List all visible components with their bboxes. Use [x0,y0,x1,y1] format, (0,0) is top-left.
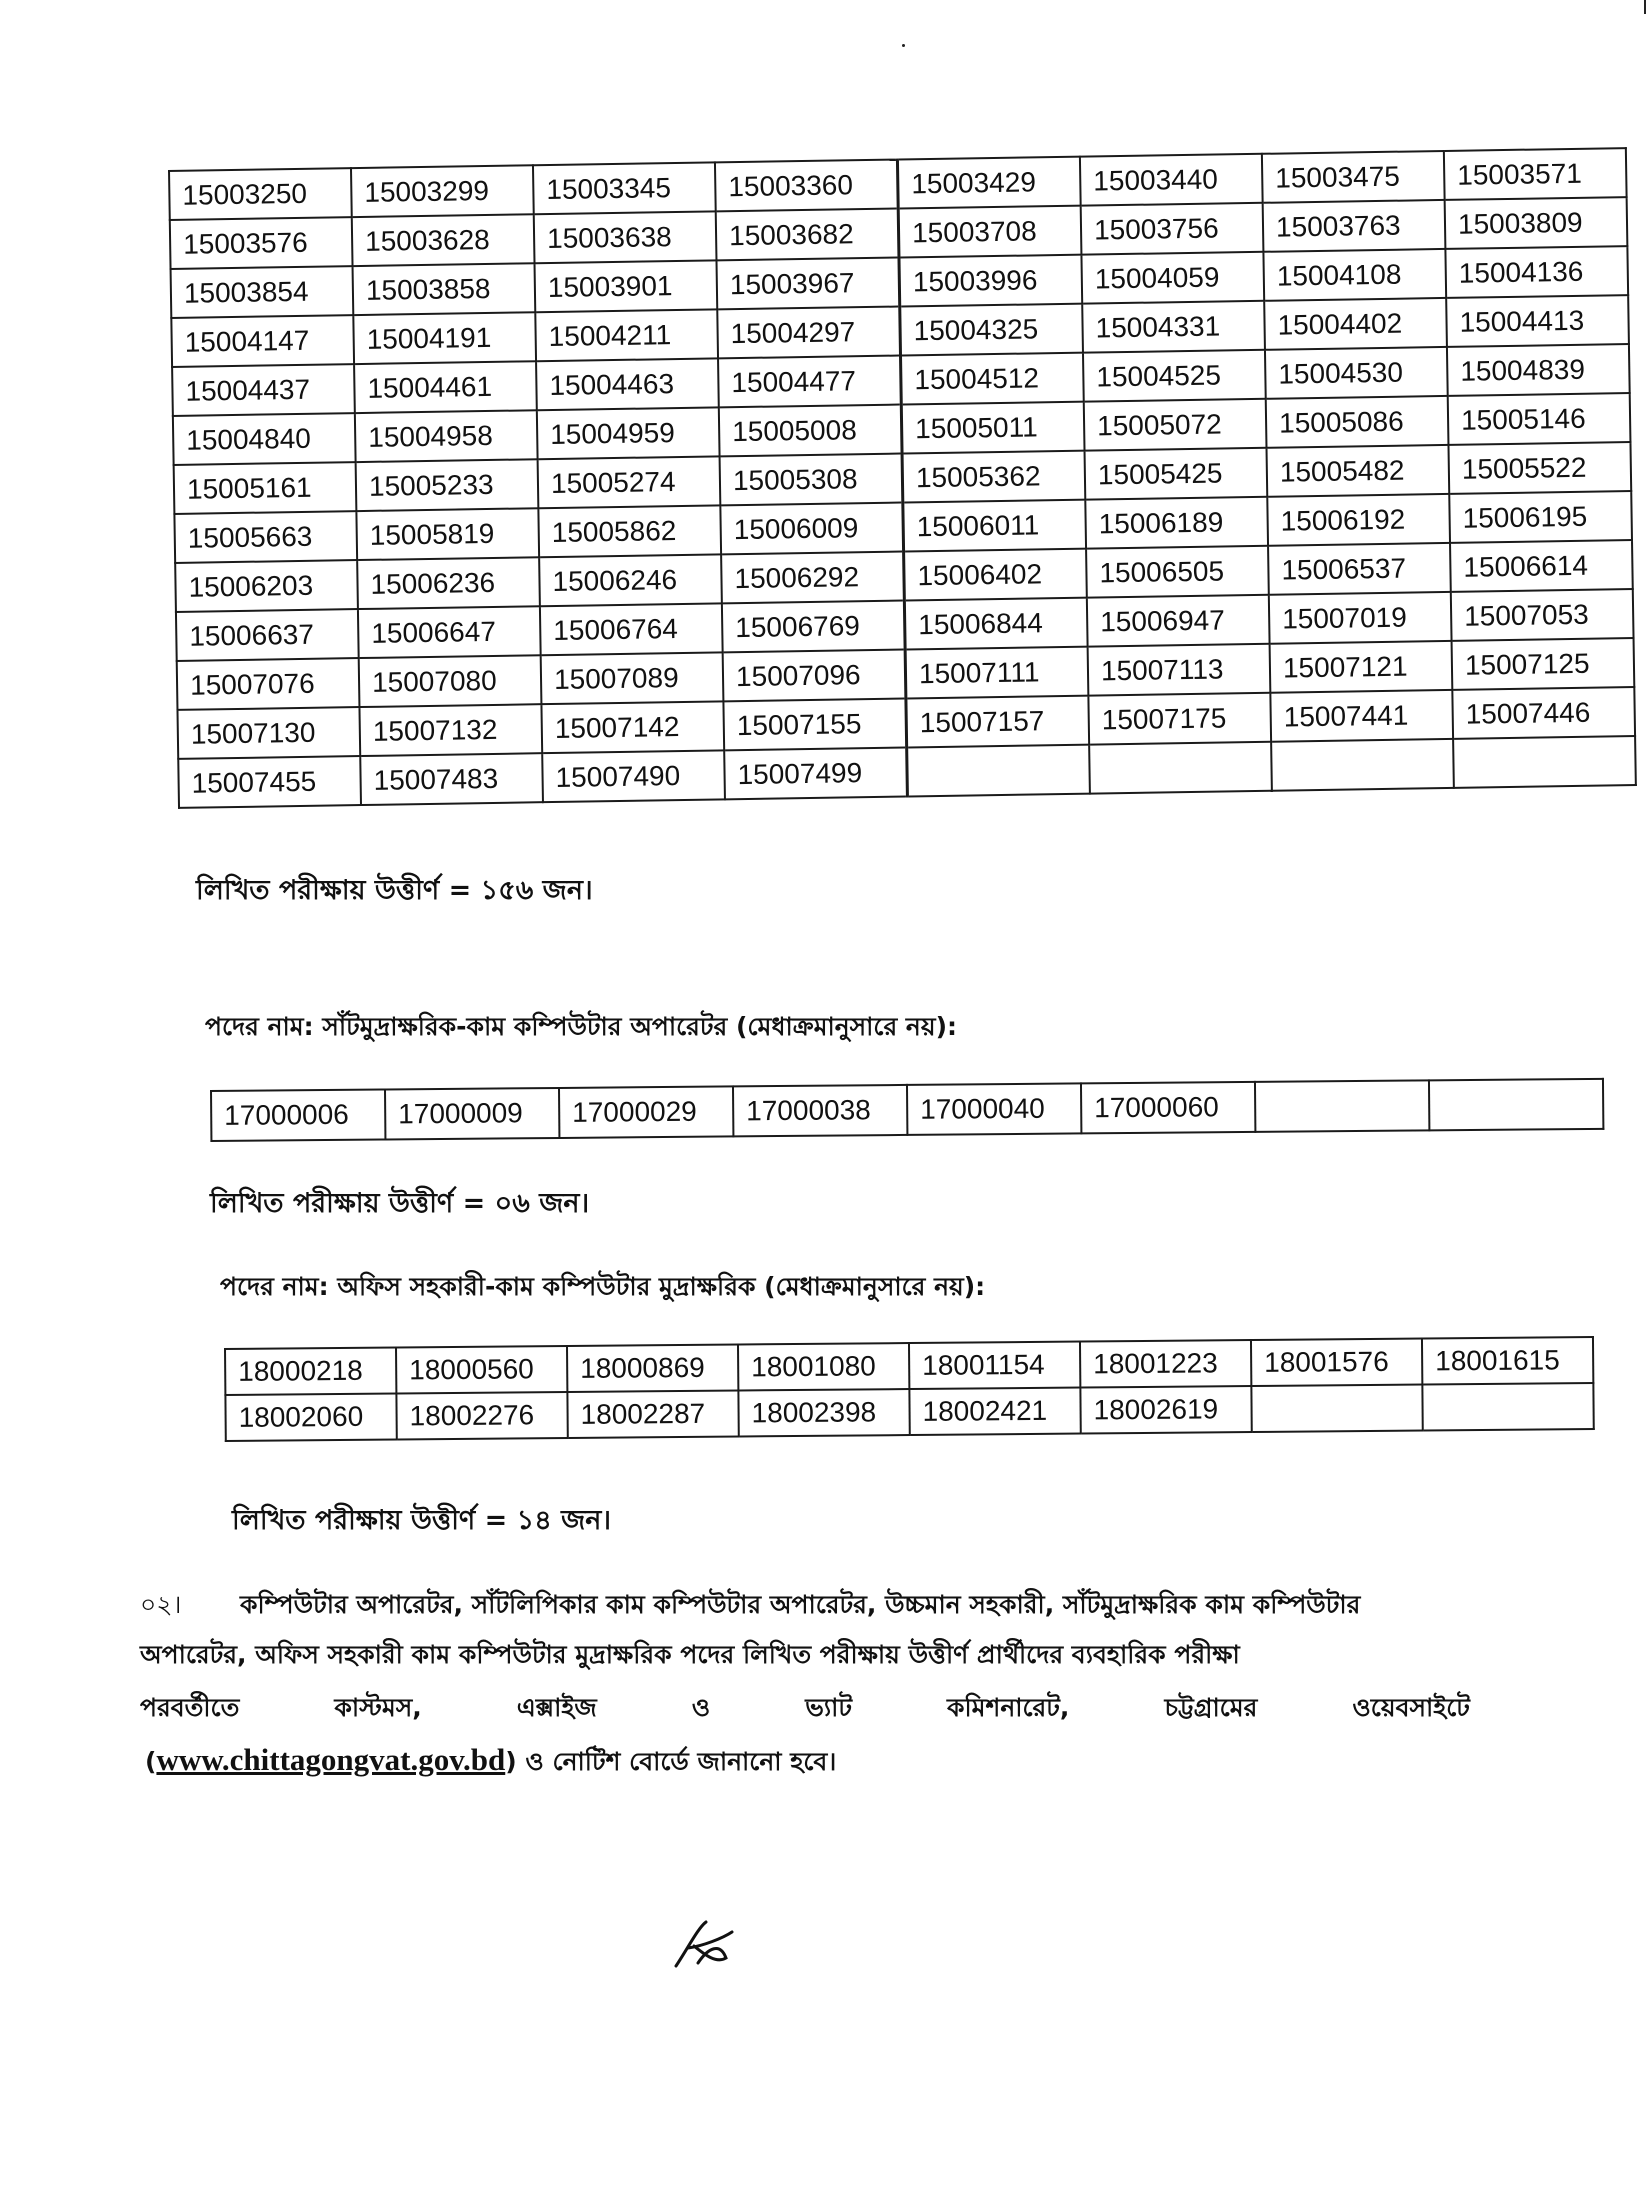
roll-number-cell: 15003708 [898,206,1081,258]
roll-number-cell: 15006236 [357,557,540,609]
signature-mark [668,1918,738,1973]
roll-number-cell: 15007019 [1269,592,1452,644]
roll-number-cell: 15003250 [169,168,352,220]
roll-number-cell: 15006769 [722,600,905,652]
roll-number-cell: 18001154 [909,1342,1080,1389]
roll-number-cell: 15003475 [1262,151,1445,203]
roll-number-cell: 15007175 [1088,693,1271,745]
roll-number-cell: 15006947 [1087,595,1270,647]
roll-number-cell: 15004477 [718,356,901,408]
roll-number-cell: 15006192 [1267,494,1450,546]
roll-number-cell: 15003571 [1444,148,1627,200]
roll-number-cell: 15007076 [177,658,360,710]
roll-number-cell: 15005146 [1448,393,1631,445]
roll-number-cell: 15006844 [904,598,1087,650]
roll-number-cell: 15005482 [1266,445,1449,497]
roll-number-cell: 15007446 [1452,687,1635,739]
roll-number-cell: 18002060 [225,1393,396,1440]
paragraph-line-3-word: চট্টগ্রামের [1164,1693,1258,1722]
roll-number-cell: 15006246 [539,554,722,606]
scan-edge-mark [1644,0,1646,14]
roll-number-cell [1271,739,1454,791]
roll-number-cell: 15007132 [359,704,542,756]
roll-number-cell: 18002421 [909,1388,1080,1435]
roll-number-cell: 15007113 [1088,644,1271,696]
roll-number-cell: 15004839 [1447,344,1630,396]
roll-number-cell: 15003854 [171,266,354,318]
roll-number-cell: 15006189 [1085,497,1268,549]
roll-number-cell: 15005008 [719,405,902,457]
roll-number-cell: 15004413 [1446,295,1629,347]
roll-number-cell: 15003682 [716,209,899,261]
roll-number-cell: 15005522 [1448,442,1631,494]
paragraph-line-3-word: ভ্যাট [805,1693,852,1722]
post-title-office: পদের নাম: অফিস সহকারী-কাম কম্পিউটার মুদ্রাক্ষরিক (মেধাক্রমানুসারে নয়): [220,1272,986,1301]
roll-number-cell: 15007096 [723,649,906,701]
roll-number-cell: 15005086 [1266,396,1449,448]
roll-number-cell: 15005425 [1085,448,1268,500]
roll-number-cell: 15004331 [1082,301,1265,353]
roll-number-cell: 15004147 [171,315,354,367]
roll-number-cell: 15004402 [1264,298,1447,350]
paragraph-line-4-text: ও নোটিশ বোর্ডে জানানো হবে। [516,1747,837,1776]
roll-number-cell: 15004463 [536,358,719,410]
roll-number-cell: 18002619 [1080,1386,1251,1433]
roll-number-cell: 15006203 [175,560,358,612]
roll-number-cell: 15003967 [716,258,899,310]
roll-number-cell: 15003996 [899,255,1082,307]
roll-number-cell: 15003809 [1445,197,1628,249]
office-roll-table [224,1336,1595,1442]
roll-number-cell: 15004959 [537,407,720,459]
roll-number-cell [1429,1079,1603,1131]
roll-number-cell: 17000029 [559,1086,733,1138]
url-close-paren: ) [505,1747,517,1776]
roll-number-cell: 15004512 [901,353,1084,405]
roll-number-cell: 15003638 [534,211,717,263]
roll-number-cell: 15004108 [1263,249,1446,301]
paragraph-line-3-word: ও [691,1693,711,1722]
roll-number-cell: 17000038 [733,1085,907,1137]
passed-count-office: লিখিত পরীক্ষায় উত্তীর্ণ = ১৪ জন। [232,1505,612,1536]
roll-number-cell: 15003360 [715,160,898,212]
passed-count-typist: লিখিত পরীক্ষায় উত্তীর্ণ = ০৬ জন। [210,1188,590,1219]
roll-number-cell: 15007121 [1270,641,1453,693]
paragraph-line-3-word: কাস্টমস, [334,1693,422,1722]
roll-number-cell: 15006537 [1268,543,1451,595]
roll-number-cell: 15004437 [172,364,355,416]
roll-number-cell: 15007441 [1270,690,1453,742]
roll-number-cell: 17000009 [385,1088,559,1140]
roll-number-cell: 15007089 [541,652,724,704]
roll-number-cell: 15006637 [176,609,359,661]
roll-number-cell: 15005663 [174,511,357,563]
roll-number-cell: 15005819 [356,508,539,560]
website-link[interactable]: www.chittagongvat.gov.bd [156,1742,506,1777]
roll-number-cell: 15003901 [535,260,718,312]
roll-number-cell: 15005362 [902,451,1085,503]
roll-number-cell: 17000006 [211,1089,385,1141]
roll-number-cell: 15007125 [1452,638,1635,690]
roll-number-cell: 15005011 [901,402,1084,454]
table-row [211,1079,1603,1141]
roll-number-cell [1089,742,1272,794]
paragraph-line-1: কম্পিউটার অপারেটর, সাঁটলিপিকার কাম কম্পিউটার অপারেটর, উচ্চমান সহকারী, সাঁটমুদ্রাক্ষরিক কাম কম্পিউটার [240,1590,1361,1619]
roll-number-cell: 15007455 [178,756,361,808]
roll-number-cell: 18001223 [1080,1340,1251,1387]
roll-number-cell: 18001615 [1422,1337,1593,1384]
roll-number-cell: 15007490 [542,750,725,802]
roll-number-cell: 18002398 [738,1389,909,1436]
roll-number-cell [907,745,1090,797]
roll-number-cell: 15006402 [904,549,1087,601]
roll-number-cell: 15006292 [721,551,904,603]
paragraph-line-3-word: ওয়েবসাইটে [1352,1693,1470,1722]
roll-number-cell: 15004297 [717,307,900,359]
roll-number-cell [1422,1383,1593,1430]
roll-number-cell: 15004136 [1445,246,1628,298]
roll-number-cell: 15007155 [723,698,906,750]
roll-number-cell [1255,1080,1429,1132]
roll-number-cell: 18000869 [567,1345,738,1392]
roll-number-cell: 15004530 [1265,347,1448,399]
paragraph-line-2: অপারেটর, অফিস সহকারী কাম কম্পিউটার মুদ্রাক্ষরিক পদের লিখিত পরীক্ষায় উত্তীর্ণ প্রার্থীদের ব্যবহারিক পরীক্ষা [140,1640,1240,1669]
roll-number-cell: 15004461 [354,361,537,413]
roll-number-cell: 15006505 [1086,546,1269,598]
roll-number-cell: 15003858 [353,263,536,315]
roll-number-cell: 15003763 [1263,200,1446,252]
roll-number-cell: 18002287 [567,1391,738,1438]
url-open-paren: ( [145,1747,157,1776]
roll-number-cell: 15003345 [533,162,716,214]
roll-number-cell: 17000040 [907,1083,1081,1135]
roll-number-cell: 15007157 [906,696,1089,748]
roll-number-cell: 15005233 [356,459,539,511]
roll-number-cell: 15004840 [173,413,356,465]
paragraph-line-3-word: কমিশনারেট, [947,1693,1070,1722]
roll-number-cell: 15003299 [351,165,534,217]
roll-number-cell: 17000060 [1081,1082,1255,1134]
roll-number-cell: 15006009 [720,502,903,554]
roll-number-cell: 15007053 [1451,589,1634,641]
roll-number-cell: 18002276 [396,1392,567,1439]
paragraph-line-3-word: এক্সাইজ [516,1693,597,1722]
roll-number-cell: 18000218 [225,1347,396,1394]
paragraph-line-3 [140,1688,1470,1731]
roll-number-cell: 15007499 [724,747,907,799]
roll-number-cell: 15007142 [541,701,724,753]
roll-number-cell: 15006647 [358,606,541,658]
roll-number-cell: 15007080 [359,655,542,707]
roll-number-cell: 15006614 [1450,540,1633,592]
roll-number-cell: 15003756 [1081,203,1264,255]
roll-number-cell: 15005161 [174,462,357,514]
roll-number-cell: 15003576 [170,217,353,269]
passed-count-main: লিখিত পরীক্ষায় উত্তীর্ণ = ১৫৬ জন। [196,875,593,906]
roll-number-cell: 15004525 [1083,350,1266,402]
roll-number-cell: 15003429 [897,157,1080,209]
paragraph-line-3-word: পরবর্তীতে [140,1693,240,1722]
roll-number-cell: 18001576 [1251,1339,1422,1386]
roll-number-cell: 15006011 [903,500,1086,552]
roll-number-cell: 15006195 [1449,491,1632,543]
roll-number-cell: 15005274 [538,456,721,508]
roll-number-cell: 15007483 [360,753,543,805]
roll-number-cell: 15004958 [355,410,538,462]
typist-roll-table [210,1078,1604,1142]
paragraph-line-4 [145,1742,836,1785]
roll-number-cell: 18001080 [738,1343,909,1390]
roll-number-cell [1453,736,1636,788]
scan-dot [902,44,905,47]
roll-number-cell: 15004211 [535,309,718,361]
roll-number-cell: 15007111 [905,647,1088,699]
roll-number-cell: 15005308 [720,454,903,506]
post-title-typist: পদের নাম: সাঁটমুদ্রাক্ষরিক-কাম কম্পিউটার অপারেটর (মেধাক্রমানুসারে নয়): [205,1012,957,1041]
main-roll-table [168,147,1637,809]
roll-number-cell: 15006764 [540,603,723,655]
roll-number-cell: 15007130 [177,707,360,759]
roll-number-cell: 15004325 [900,304,1083,356]
roll-number-cell: 18000560 [396,1346,567,1393]
roll-number-cell: 15005862 [538,505,721,557]
paragraph-number: ০২। [140,1590,182,1619]
roll-number-cell: 15003628 [352,214,535,266]
roll-number-cell: 15004191 [353,312,536,364]
roll-number-cell: 15003440 [1080,154,1263,206]
roll-number-cell: 15005072 [1084,399,1267,451]
roll-number-cell: 15004059 [1081,252,1264,304]
roll-number-cell [1251,1385,1422,1432]
